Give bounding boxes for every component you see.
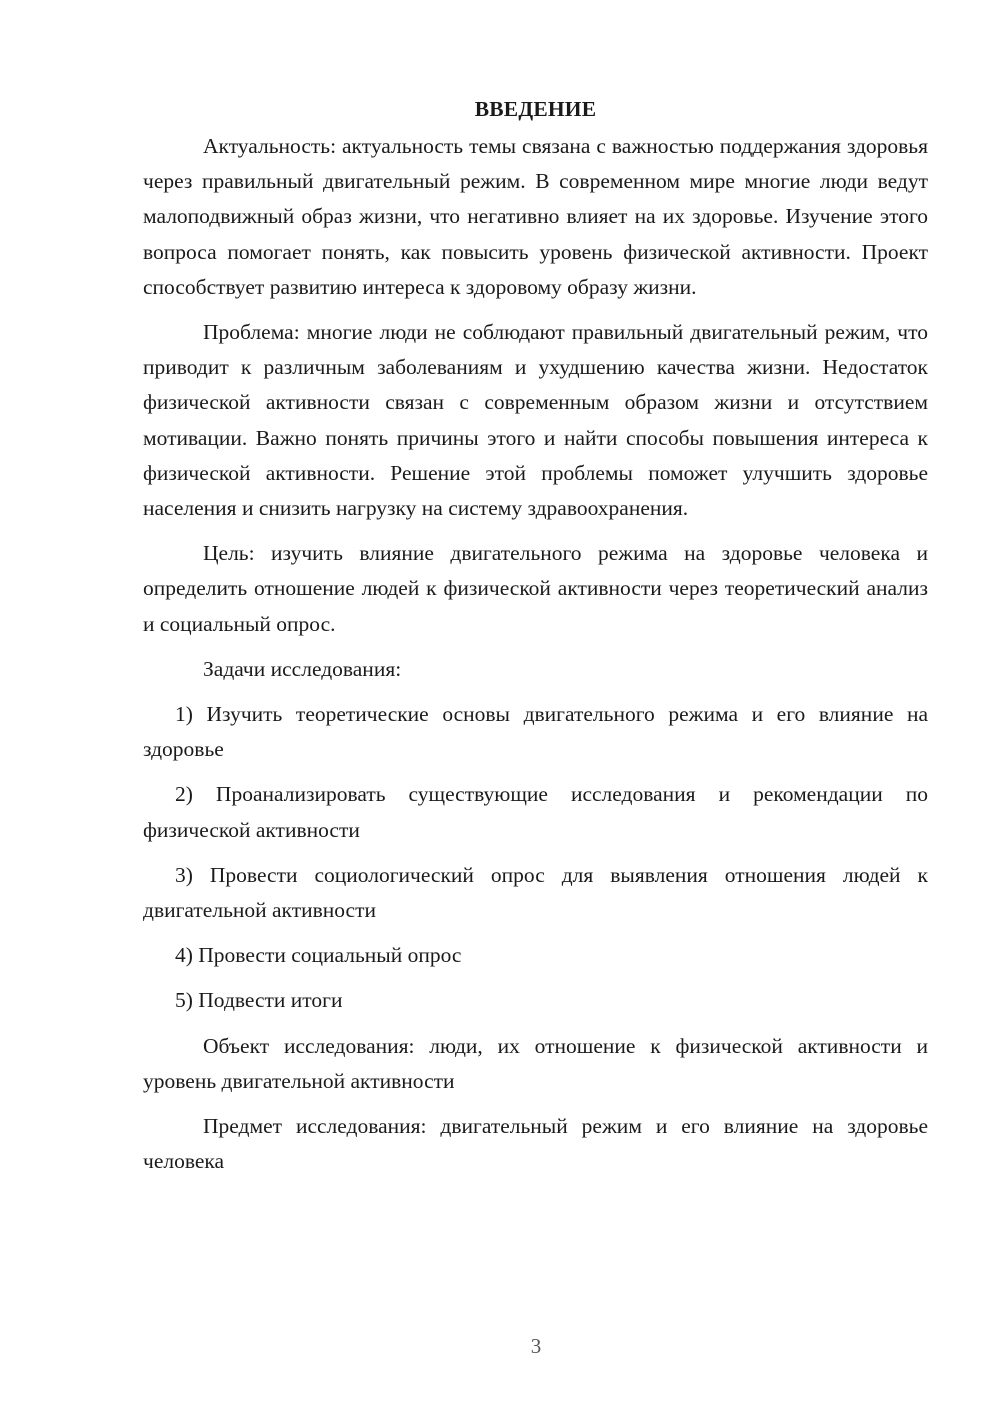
paragraph-problem: Проблема: многие люди не соблюдают правильный двигательный режим, что приводит к различным заболеваниям и ухудшению качества жизни. Недостаток физической активности связан с современным образом жизни и отсутствием мотивации. Важно понять причины этого и найти способы повышения интереса к физической активности. Решение этой проблемы поможет улучшить здоровье населения и снизить нагрузку на систему здравоохранения. <box>143 320 928 521</box>
task-item-5: 5) Подвести итоги <box>175 988 343 1013</box>
task-item-3: 3) Провести социологический опрос для выявления отношения людей к двигательной активности <box>143 862 928 923</box>
document-page <box>143 92 928 1179</box>
paragraph-goal: Цель: изучить влияние двигательного режима на здоровье человека и определить отношение людей к физической активности через теоретический анализ и социальный опрос. <box>143 541 928 636</box>
task-item-4: 4) Провести социальный опрос <box>175 943 462 968</box>
document-heading: ВВЕДЕНИЕ <box>474 97 597 121</box>
task-item-1: 1) Изучить теоретические основы двигательного режима и его влияние на здоровье <box>143 702 928 762</box>
page-number: 3 <box>530 1334 542 1358</box>
task-item-2: 2) Проанализировать существующие исследования и рекомендации по физической активности <box>143 782 928 842</box>
paragraph-tasks-title: Задачи исследования: <box>203 656 402 681</box>
paragraph-object: Объект исследования: люди, их отношение к физической активности и уровень двигательной активности <box>143 1033 928 1093</box>
paragraph-relevance: Актуальность: актуальность темы связана с важностью поддержания здоровья через правильный двигательный режим. В современном мире многие люди ведут малоподвижный образ жизни, что негативно влияет на их здоровье. Изучение этого вопроса помогает понять, как повысить уровень физической активности. Проект способствует развитию интереса к здоровому образу жизни. <box>143 134 928 299</box>
paragraph-subject: Предмет исследования: двигательный режим и его влияние на здоровье человека <box>143 1114 928 1174</box>
